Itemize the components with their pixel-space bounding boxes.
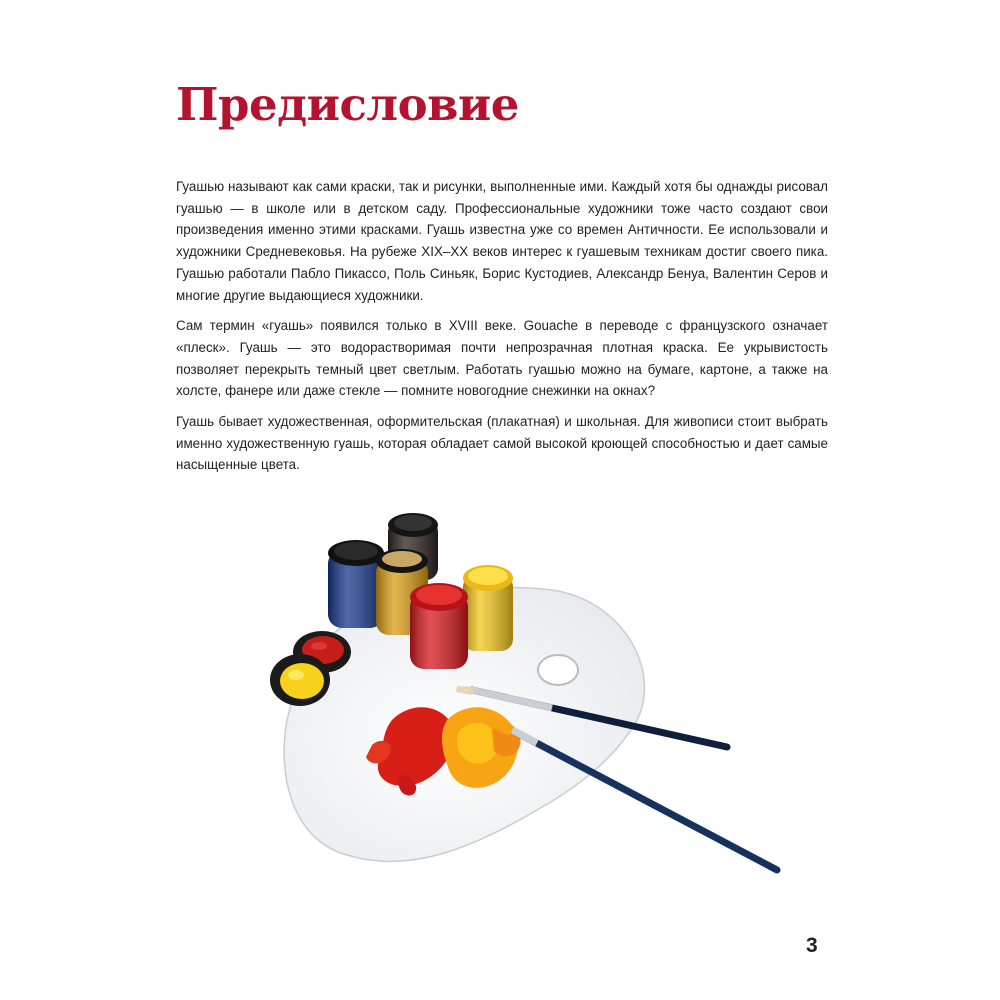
page-number: 3 xyxy=(806,934,818,957)
paragraph-3: Гуашь бывает художественная, оформительская (плакатная) и школьная. Для живописи стоит выбрать именно художественную гуашь, которая обладает самой высокой кроющей способностью и дает самые насыщенные цвета. xyxy=(176,414,828,473)
paragraph-2: Сам термин «гуашь» появился только в XVIII веке. Gouache в переводе с французского означает «плеск». Гуашь — это водорастворимая почти непрозрачная плотная краска. Ее укрывистость позволяет перекрыть темный цвет светлым. Работать гуашью можно на бумаге, картоне, а также на холсте, фанере или даже стекле — помните новогодние снежинки на окнах? xyxy=(176,318,828,399)
yellow-paint-jar-icon xyxy=(463,565,513,651)
yellow-paint-lid-icon xyxy=(270,654,330,706)
page-title: Предисловие xyxy=(176,78,519,131)
blue-paint-jar-icon xyxy=(328,540,384,628)
paragraph-1: Гуашью называют как сами краски, так и рисунки, выполненные ими. Каждый хотя бы однажды рисовал гуашью — в школе или в детском саду. Профессиональные художники тоже часто создают свои произведения именно этими красками. Гуашь известна уже со времен Античности. Ее использовали и художники Средневековья. На рубеже XIX–XX веков интерес к гуашевым техникам достиг своего пика. Гуашью работали Пабло Пикассо, Поль Синьяк, Борис Кустодиев, Александр Бенуа, Валентин Серов и многие другие выдающиеся художники. xyxy=(176,179,828,303)
red-paint-jar-icon xyxy=(410,583,468,669)
palette-illustration xyxy=(262,505,792,880)
body-text xyxy=(176,176,828,485)
